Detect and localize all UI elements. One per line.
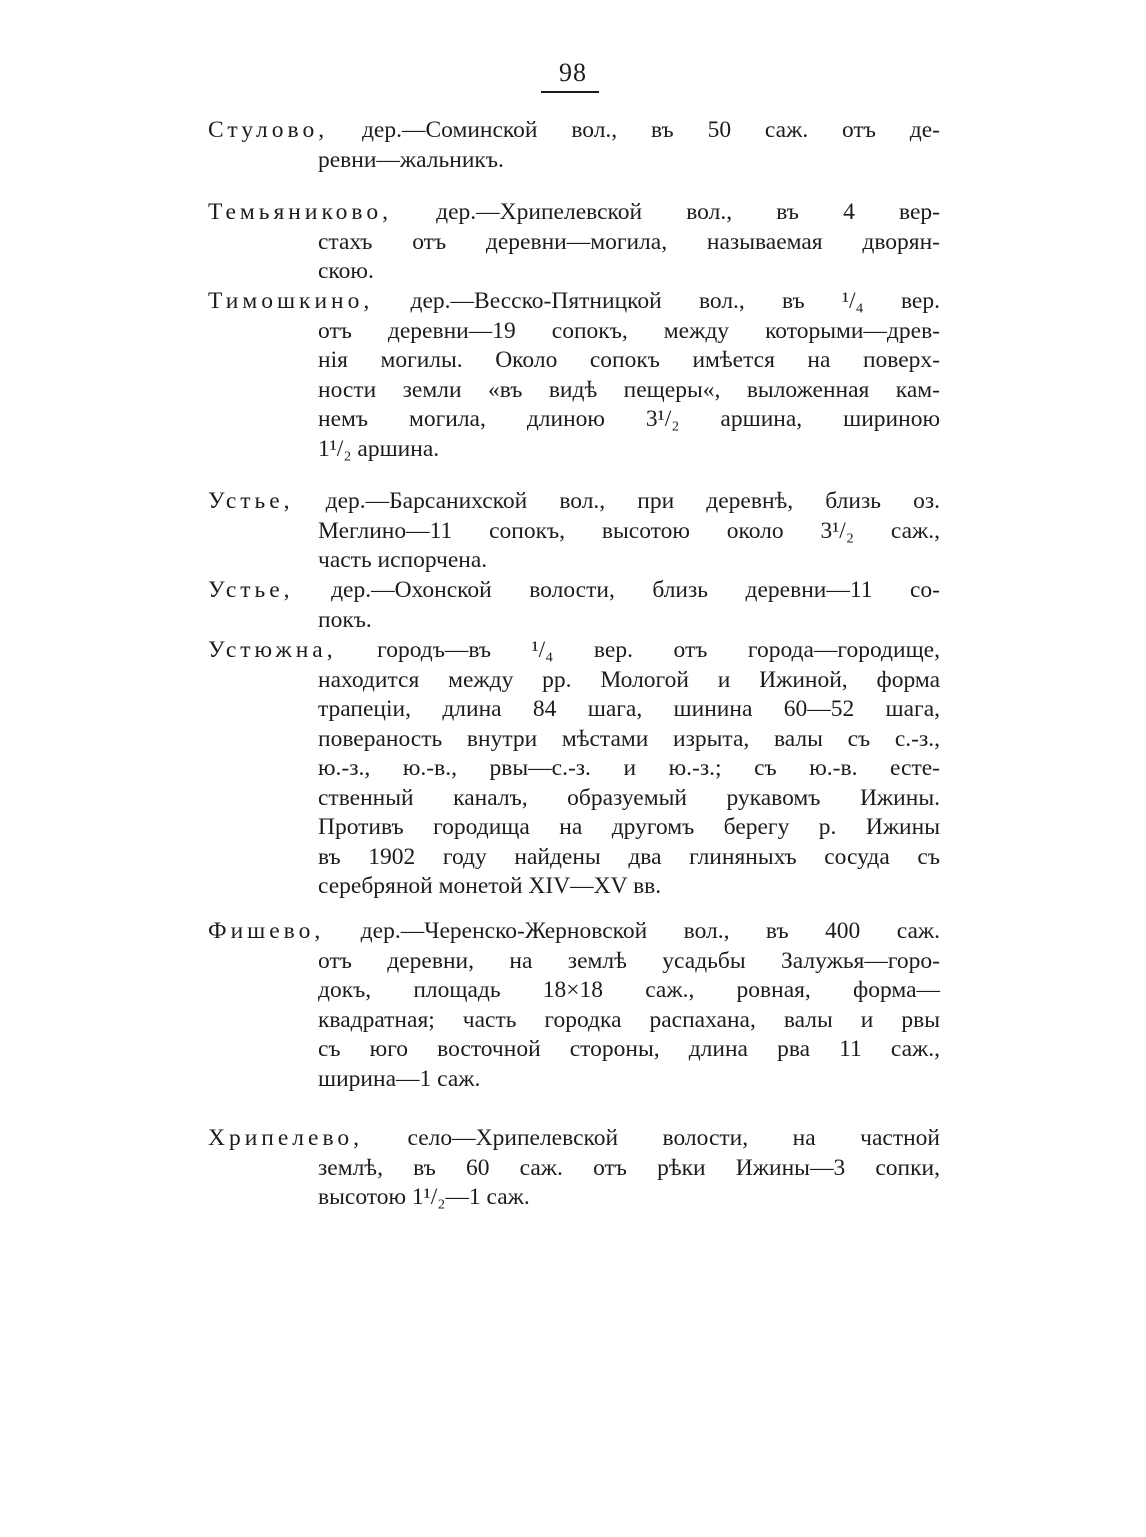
entry-line: докъ, площадь 18×18 саж., ровная, форма— — [318, 977, 940, 1003]
entry-line: квадратная; часть городка распахана, валы и рвы — [318, 1006, 940, 1033]
entry-text: село—Хрипелевской волости, на частной — [363, 1125, 940, 1151]
entry-line: землѣ, въ 60 саж. отъ рѣки Ижины—3 сопки, — [318, 1154, 940, 1181]
entry-text: дер.—Весско-Пятницкой вол., въ ¹/₄ вер. — [373, 288, 940, 314]
entry-stulovo — [208, 116, 940, 175]
entry-line — [208, 1124, 940, 1154]
entry-line: немъ могила, длиною 3¹/₂ аршина, шириною — [318, 406, 940, 432]
entry-line: находится между рр. Мологой и Ижиной, форма — [318, 666, 940, 693]
entry-text: дер.—Хрипелевской вол., въ 4 вер- — [391, 199, 940, 225]
entry-ustyuzhna — [208, 636, 940, 902]
entry-headword: Устье, — [208, 577, 294, 603]
entry-ustye-barsanikha — [208, 487, 940, 576]
entry-line: ю.-з., ю.-в., рвы—с.-з. и ю.-з.; съ ю.-в. есте- — [318, 755, 940, 781]
entry-text: дер.—Черенско-Жерновской вол., въ 400 саж. — [324, 918, 940, 944]
entry-line: повераность внутри мѣстами изрыта, валы съ с.-з., — [318, 725, 940, 752]
entry-text: дер.—Охонской волости, близь деревни—11 со- — [293, 577, 940, 603]
entry-fishevo — [208, 917, 940, 1094]
entry-text: дер.—Соминской вол., въ 50 саж. отъ де- — [328, 117, 940, 143]
page-number: 98 — [559, 58, 587, 87]
entry-line: 1¹/₂ аршина. — [318, 435, 440, 462]
entry-line: съ юго восточной стороны, длина рва 11 саж., — [318, 1036, 940, 1062]
entry-text: дер.—Барсанихской вол., при деревнѣ, близь оз. — [293, 488, 940, 514]
entry-line: Меглино—11 сопокъ, высотою около 3¹/₂ саж., — [318, 517, 940, 544]
entry-line: высотою 1¹/₂—1 саж. — [318, 1184, 530, 1210]
entry-line: стахъ отъ деревни—могила, называемая дворян- — [318, 228, 940, 255]
entry-temyanikovo — [208, 198, 940, 287]
entry-line: покъ. — [318, 606, 372, 633]
entry-headword: Хрипелево, — [208, 1125, 364, 1151]
entry-khripelevo — [208, 1124, 940, 1213]
entry-line: часть испорчена. — [318, 547, 488, 573]
entry-line: отъ деревни—19 сопокъ, между которыми—древ- — [318, 317, 940, 344]
entry-line: ревни—жальникъ. — [318, 146, 504, 173]
entry-line: отъ деревни, на землѣ усадьбы Залужья—горо- — [318, 947, 940, 974]
entry-line: ности земли «въ видѣ пещеры«, выложенная кам- — [318, 376, 940, 403]
entry-line: ширина—1 саж. — [318, 1065, 481, 1092]
entry-timoshkino — [208, 287, 940, 464]
entry-line — [208, 287, 940, 317]
entry-line: Противъ городища на другомъ берегу р. Ижины — [318, 814, 940, 840]
entry-line — [208, 116, 940, 146]
entry-headword: Стулово, — [208, 117, 329, 143]
entry-headword: Устюжна, — [208, 637, 337, 663]
entry-line — [208, 917, 940, 947]
page-number-rule — [541, 91, 599, 93]
entry-line — [208, 198, 940, 228]
entry-line: въ 1902 году найдены два глиняныхъ сосуда съ — [318, 843, 940, 870]
entry-line — [208, 487, 940, 517]
entry-line — [208, 636, 940, 666]
entry-ustye-okhona — [208, 576, 940, 635]
entry-headword: Устье, — [208, 488, 294, 514]
entry-headword: Тимошкино, — [208, 288, 374, 314]
entry-text: городъ—въ ¹/₄ вер. отъ города—городище, — [336, 637, 940, 663]
entry-line — [208, 576, 940, 606]
entry-line: серебряной монетой XIV—XV вв. — [318, 873, 662, 899]
entry-headword: Темьяниково, — [208, 199, 392, 225]
entry-line: ственный каналъ, образуемый рукавомъ Ижины. — [318, 784, 940, 811]
entry-line: трапеціи, длина 84 шага, шинина 60—52 шага, — [318, 696, 940, 722]
entry-headword: Фишево, — [208, 918, 325, 944]
entry-line: скою. — [318, 258, 374, 284]
entry-line: нія могилы. Около сопокъ имѣется на поверх- — [318, 347, 940, 373]
